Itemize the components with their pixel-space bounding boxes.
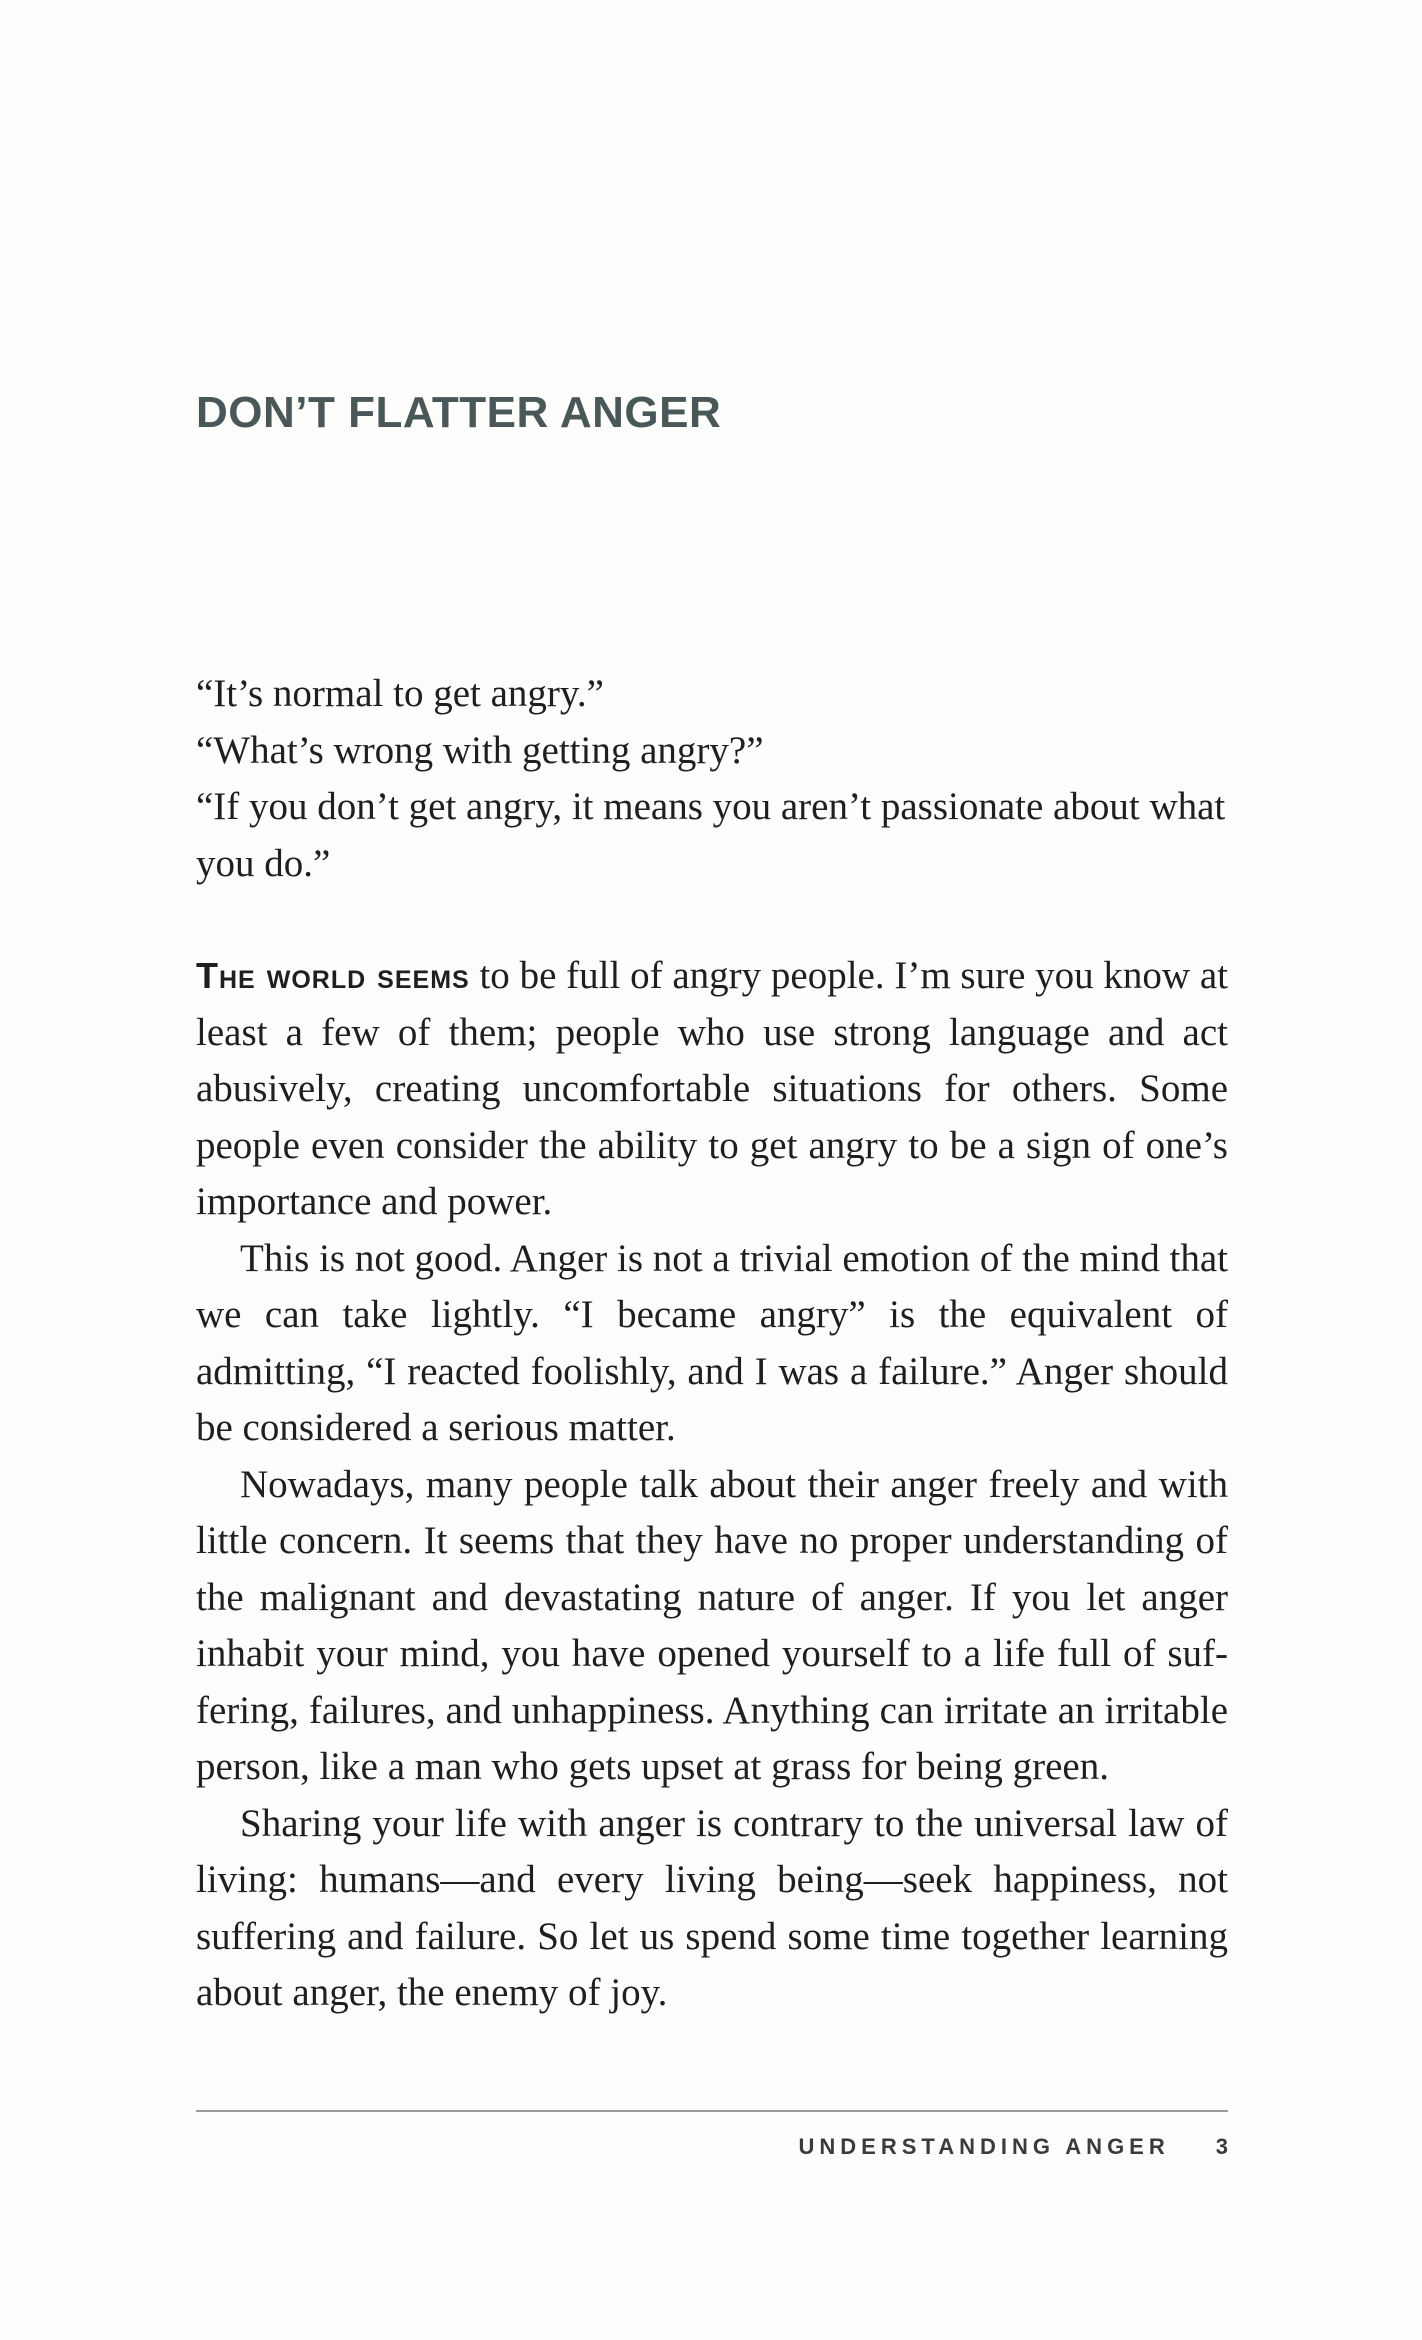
chapter-heading: DON’T FLATTER ANGER (196, 388, 722, 437)
body-paragraph: Nowadays, many people talk about their anger freely and with little concern. It seems that they have no proper understanding of the malignant and devastating nature of anger. If you let anger inhabit your mind, you have opened yourself to a life full of suffering, failures, and unhappiness. Anything can irritate an irritable person, like a man who gets upset at grass for being green. (196, 1462, 1228, 1788)
page-number: 3 (1215, 2134, 1228, 2159)
body-paragraph: This is not good. Anger is not a trivial emotion of the mind that we can take lightly. “I became angry” is the equivalent of admitting, “I reacted foolishly, and I was a failure.” Anger should be considered a serious matter. (196, 1236, 1228, 1449)
quote-line: “It’s normal to get angry.” (196, 672, 604, 715)
body-paragraph (196, 948, 1228, 1231)
quote-line: “What’s wrong with getting angry?” (196, 728, 764, 772)
running-footer (799, 2134, 1228, 2160)
page-body (196, 666, 1228, 2022)
quote-line: “If you don’t get angry, it means you aren’t passionate about what you do.” (196, 785, 1226, 885)
paragraph-lead-in: The world seems (196, 955, 470, 996)
body-paragraph: Sharing your life with anger is contrary to the universal law of living: humans—and every living being—seek happiness, not suffering and failure. So let us spend some time together learning about anger, the enemy of joy. (196, 1801, 1228, 2014)
paragraph-text: to be full of angry people. I’m sure you know at least a few of them; people who use strong language and act abusively, creating uncomfortable situations for others. Some people even consider the ability to get angry to be a sign of one’s importance and power. (196, 954, 1229, 1223)
footer-divider (196, 2110, 1228, 2112)
running-title: UNDERSTANDING ANGER (798, 2134, 1170, 2159)
opening-quotes (196, 666, 1228, 892)
